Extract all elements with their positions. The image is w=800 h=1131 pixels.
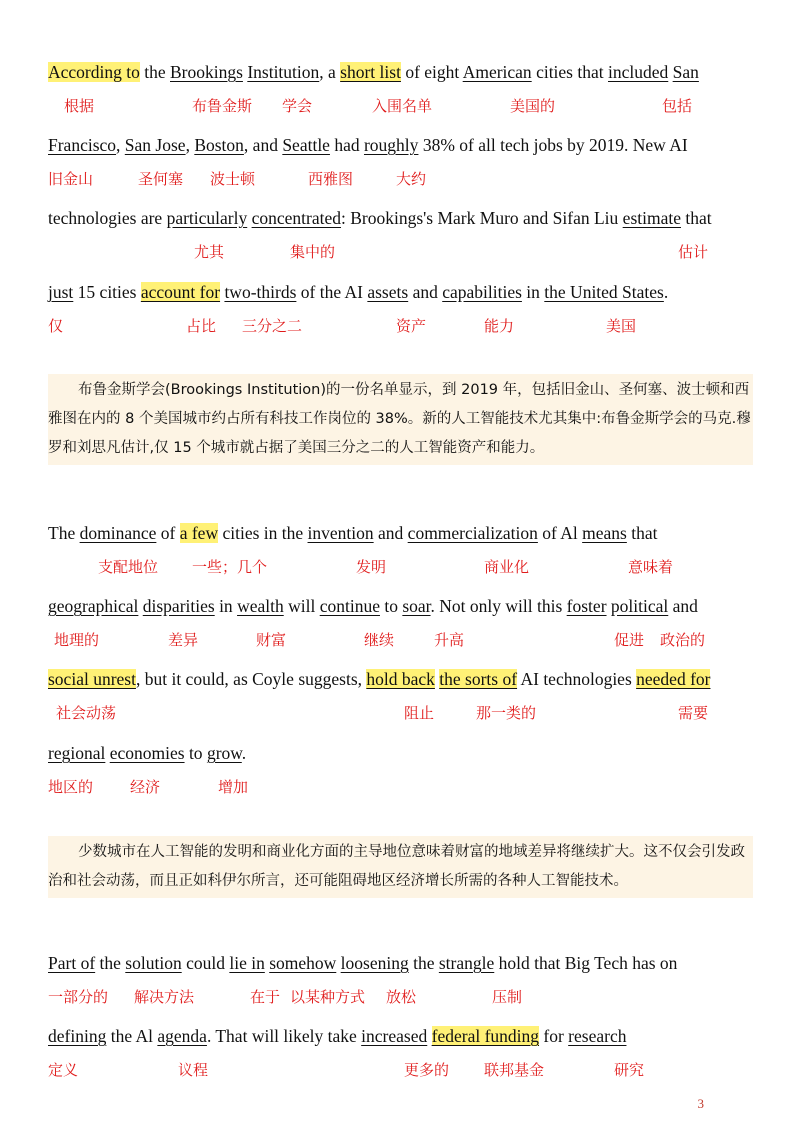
text-run: of eight	[400, 62, 463, 82]
highlighted-phrase: account for	[140, 282, 221, 302]
chinese-gloss: 议程	[178, 1061, 209, 1079]
chinese-gloss: 阻止	[404, 704, 435, 722]
english-line	[48, 951, 768, 975]
highlighted-phrase: hold back	[366, 669, 435, 689]
chinese-gloss: 更多的	[404, 1061, 450, 1079]
underlined-word: lie in	[229, 953, 265, 973]
text-run: the	[95, 953, 126, 973]
text-run: and	[668, 596, 698, 616]
chinese-gloss: 美国的	[510, 97, 556, 115]
text-run: in	[214, 596, 238, 616]
text-run: that	[680, 208, 712, 228]
text-run: , but it could, as Coyle suggests,	[135, 669, 367, 689]
text-run: that	[626, 523, 658, 543]
text-run: to	[184, 743, 207, 763]
underlined-word: included	[608, 62, 669, 82]
chinese-gloss: 增加	[218, 778, 249, 796]
text-run: , a	[319, 62, 341, 82]
text-run: 15 cities	[73, 282, 141, 302]
text-run: and	[408, 282, 443, 302]
underlined-word: disparities	[142, 596, 215, 616]
underlined-word: Brookings	[170, 62, 243, 82]
underlined-word: grow	[206, 743, 242, 763]
chinese-gloss: 美国	[606, 317, 637, 335]
chinese-gloss: 西雅图	[308, 170, 354, 188]
chinese-gloss: 能力	[484, 317, 515, 335]
text-run	[427, 1026, 431, 1046]
underlined-word: two-thirds	[224, 282, 297, 302]
page-number: 3	[697, 1096, 704, 1111]
underlined-word: Francisco	[48, 135, 117, 155]
underlined-word: solution	[125, 953, 182, 973]
text-run: of the AI	[296, 282, 368, 302]
text-run: ,	[185, 135, 195, 155]
underlined-word: Seattle	[282, 135, 330, 155]
text-run: , and	[243, 135, 283, 155]
chinese-gloss: 地理的	[54, 631, 100, 649]
text-run: to	[379, 596, 403, 616]
text-run: in	[521, 282, 545, 302]
chinese-gloss: 联邦基金	[484, 1061, 545, 1079]
underlined-word: loosening	[340, 953, 409, 973]
text-run: could	[181, 953, 230, 973]
underlined-word: American	[462, 62, 532, 82]
chinese-gloss: 包括	[662, 97, 693, 115]
highlighted-phrase: federal funding	[431, 1026, 540, 1046]
highlighted-phrase: social unrest	[48, 669, 136, 689]
chinese-gloss: 经济	[130, 778, 161, 796]
text-run: hold that Big Tech has on	[494, 953, 678, 973]
underlined-word: geographical	[48, 596, 139, 616]
underlined-word: foster	[566, 596, 607, 616]
english-line	[48, 280, 768, 304]
english-line	[48, 133, 768, 157]
text-run: : Brookings's Mark Muro and Sifan Liu	[340, 208, 623, 228]
text-run: for	[539, 1026, 569, 1046]
underlined-word: Institution	[247, 62, 320, 82]
text-run: of	[156, 523, 180, 543]
underlined-word: roughly	[363, 135, 419, 155]
chinese-gloss: 旧金山	[48, 170, 94, 188]
underlined-word: increased	[361, 1026, 428, 1046]
underlined-word: means	[582, 523, 627, 543]
text-run: . That will likely take	[206, 1026, 362, 1046]
chinese-gloss: 集中的	[290, 243, 336, 261]
chinese-translation: 布鲁金斯学会(Brookings Institution)的一份名单显示，到 2019 年，包括旧金山、圣何塞、波士顿和西雅图在内的 8 个美国城市约占所有科技工作岗位的 38%。新的人工智能技术尤其集中:布鲁金斯学会的马克.穆罗和刘思凡估计,仅 15 个城市就占据了美国三分之二的人工智能资产和能力。	[48, 374, 753, 465]
text-run: will	[283, 596, 320, 616]
highlighted-phrase: a few	[179, 523, 219, 543]
underlined-word: political	[610, 596, 669, 616]
text-run: . Not only will this	[430, 596, 567, 616]
underlined-word: San	[672, 62, 699, 82]
underlined-word: invention	[307, 523, 374, 543]
chinese-gloss: 财富	[256, 631, 287, 649]
chinese-gloss: 圣何塞	[138, 170, 184, 188]
chinese-gloss: 社会动荡	[56, 704, 117, 722]
highlighted-phrase: needed for	[636, 669, 711, 689]
chinese-gloss: 一些；几个	[192, 558, 268, 576]
chinese-gloss: 意味着	[628, 558, 674, 576]
english-line	[48, 594, 768, 618]
text-run: the Al	[106, 1026, 158, 1046]
underlined-word: defining	[48, 1026, 107, 1046]
chinese-gloss: 大约	[396, 170, 427, 188]
chinese-gloss: 地区的	[48, 778, 94, 796]
underlined-word: particularly	[166, 208, 248, 228]
chinese-translation: 少数城市在人工智能的发明和商业化方面的主导地位意味着财富的地域差异将继续扩大。这不仅会引发政治和社会动荡，而且正如科伊尔所言，还可能阻碍地区经济增长所需的各种人工智能技术。	[48, 836, 753, 898]
english-line	[48, 741, 768, 765]
english-line	[48, 1024, 768, 1048]
text-run: .	[663, 282, 669, 302]
text-run: of Al	[537, 523, 583, 543]
text-run: technologies are	[48, 208, 167, 228]
chinese-gloss: 那一类的	[476, 704, 537, 722]
chinese-gloss: 发明	[356, 558, 387, 576]
text-run: ,	[116, 135, 125, 155]
highlighted-phrase: short list	[340, 62, 401, 82]
english-line	[48, 60, 768, 84]
chinese-gloss: 需要	[678, 704, 709, 722]
underlined-word: economies	[109, 743, 185, 763]
english-line	[48, 521, 768, 545]
chinese-gloss: 波士顿	[210, 170, 256, 188]
chinese-gloss: 估计	[678, 243, 709, 261]
text-run: the	[408, 953, 439, 973]
underlined-word: estimate	[622, 208, 681, 228]
chinese-gloss: 商业化	[484, 558, 530, 576]
underlined-word: the United States	[544, 282, 664, 302]
chinese-gloss: 政治的	[660, 631, 706, 649]
chinese-gloss: 占比	[186, 317, 217, 335]
underlined-word: wealth	[237, 596, 284, 616]
underlined-word: assets	[367, 282, 409, 302]
chinese-gloss: 压制	[492, 988, 523, 1006]
underlined-word: commercialization	[407, 523, 538, 543]
chinese-gloss: 仅	[48, 317, 64, 335]
underlined-word: somehow	[269, 953, 337, 973]
text-run: 38% of all tech jobs by 2019. New AI	[418, 135, 688, 155]
underlined-word: Boston	[194, 135, 244, 155]
chinese-gloss: 支配地位	[98, 558, 159, 576]
chinese-gloss: 差异	[168, 631, 199, 649]
underlined-word: research	[568, 1026, 627, 1046]
text-run: and	[373, 523, 408, 543]
text-run: cities that	[531, 62, 608, 82]
underlined-word: soar	[402, 596, 431, 616]
chinese-gloss: 升高	[434, 631, 465, 649]
underlined-word: regional	[48, 743, 106, 763]
text-run: AI technologies	[517, 669, 637, 689]
chinese-gloss: 学会	[282, 97, 313, 115]
underlined-word: concentrated	[251, 208, 341, 228]
underlined-word: dominance	[79, 523, 157, 543]
chinese-gloss: 尤其	[194, 243, 225, 261]
chinese-gloss: 研究	[614, 1061, 645, 1079]
chinese-gloss: 入围名单	[372, 97, 433, 115]
chinese-gloss: 布鲁金斯	[192, 97, 253, 115]
chinese-gloss: 放松	[386, 988, 417, 1006]
chinese-gloss: 定义	[48, 1061, 79, 1079]
text-run: The	[48, 523, 80, 543]
underlined-word: strangle	[438, 953, 495, 973]
chinese-gloss: 资产	[396, 317, 427, 335]
chinese-gloss: 解决方法	[134, 988, 195, 1006]
text-run: the	[139, 62, 170, 82]
underlined-word: Part of	[48, 953, 96, 973]
chinese-gloss: 一部分的	[48, 988, 109, 1006]
chinese-gloss: 继续	[364, 631, 395, 649]
english-line	[48, 667, 768, 691]
chinese-gloss: 以某种方式	[290, 988, 366, 1006]
highlighted-phrase: the sorts of	[439, 669, 518, 689]
underlined-word: San Jose	[124, 135, 186, 155]
chinese-gloss: 三分之二	[242, 317, 303, 335]
chinese-gloss: 在于	[250, 988, 281, 1006]
underlined-word: agenda	[157, 1026, 207, 1046]
text-run: cities in the	[218, 523, 308, 543]
highlighted-phrase: According to	[48, 62, 140, 82]
underlined-word: just	[48, 282, 74, 302]
underlined-word: continue	[319, 596, 380, 616]
underlined-word: capabilities	[442, 282, 522, 302]
text-run: .	[241, 743, 247, 763]
english-line	[48, 206, 768, 230]
chinese-gloss: 根据	[64, 97, 95, 115]
text-run: had	[329, 135, 364, 155]
chinese-gloss: 促进	[614, 631, 645, 649]
